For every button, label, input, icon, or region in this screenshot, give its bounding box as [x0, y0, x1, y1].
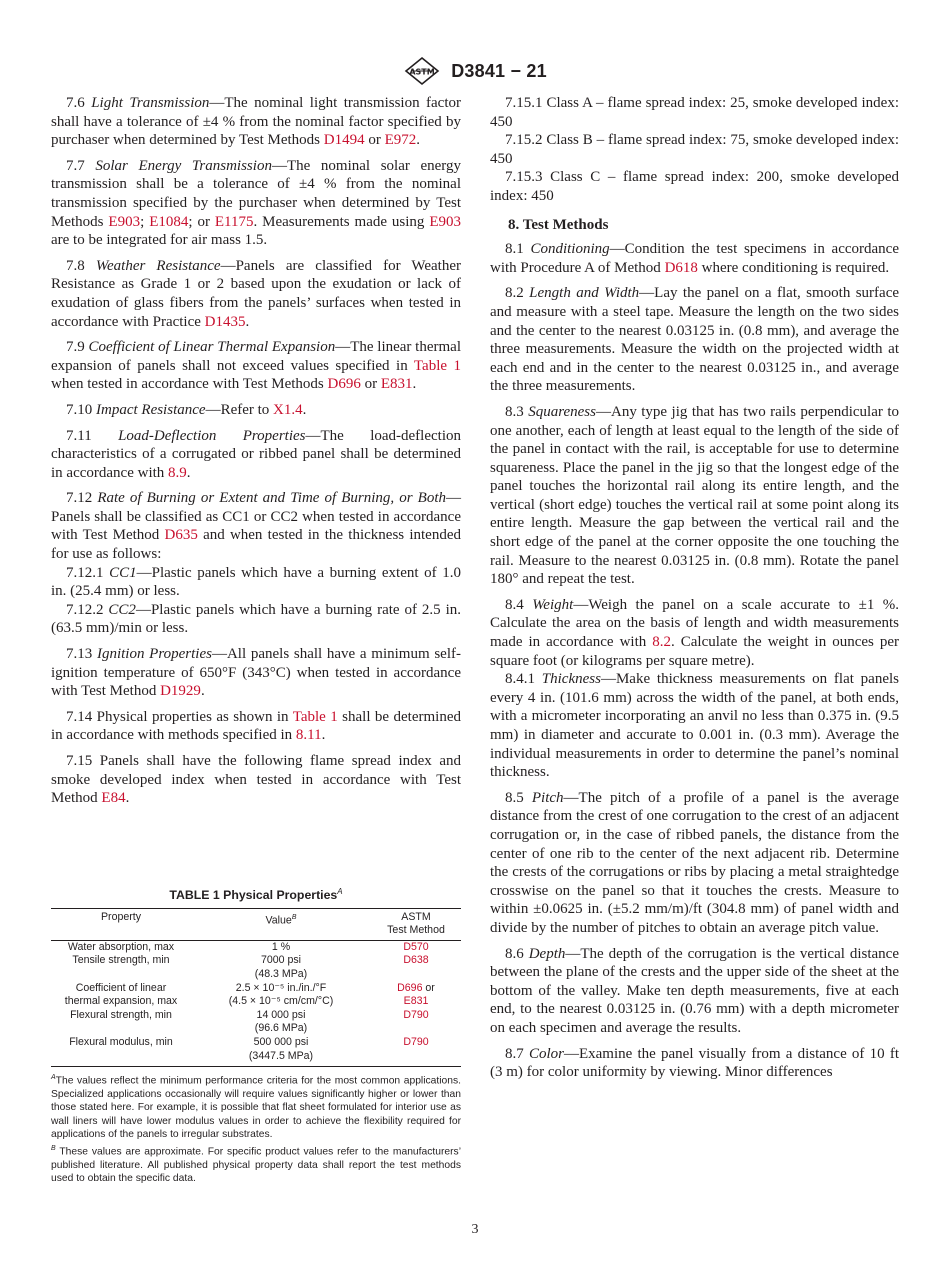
astm-logo-icon [403, 56, 441, 86]
para-7-14: 7.14 Physical properties as shown in Table 1 shall be determined in accordance with methods specified in 8.11. [51, 708, 461, 744]
physical-properties-table [51, 908, 461, 1068]
link-d696-table[interactable]: D696 [397, 981, 423, 994]
link-e903[interactable]: E903 [108, 213, 141, 230]
link-e84[interactable]: E84 [101, 790, 126, 807]
link-d790[interactable]: D790 [403, 1008, 429, 1021]
para-8-6: 8.6 Depth—The depth of the corrugation is the vertical distance between the plane of the crests and the upper side of the sheet at the bottom of the valley. Make ten depth measurements, five at each end, to the nearest 0.03125 in. (0.76 mm) with a depth micrometer on each specimen and average the results. [490, 945, 899, 1036]
link-d618[interactable]: D618 [664, 259, 698, 276]
para-8-4: 8.4 Weight—Weigh the panel on a scale accurate to ±1 %. Calculate the area on the basis of length and width measurements made in accordance with 8.2. Calculate the weight in ounces per square foot (or kilograms per square metre). [490, 596, 900, 669]
right-column [490, 94, 899, 1089]
link-d696[interactable]: D696 [327, 376, 361, 393]
link-e1175[interactable]: E1175 [214, 213, 254, 230]
para-7-8: 7.8 Weather Resistance—Panels are classified for Weather Resistance as Grade 1 or 2 based upon the exudation or lack of exudation of glass fibers from the panels’ surfaces when tested in accordance with Practice D1435. [51, 257, 462, 330]
para-7-12-2: 7.12.2 CC2—Plastic panels which have a burning rate of 2.5 in. (63.5 mm)/min or less. [51, 601, 461, 637]
table-row: Coefficient of linear thermal expansion, max 2.5 × 10⁻⁵ in./in./°F (4.5 × 10⁻⁵ cm/cm/°C) D696 or E831 [64, 981, 435, 1008]
link-e831[interactable]: E831 [380, 376, 413, 393]
link-8-9[interactable]: 8.9 [168, 464, 187, 481]
link-table-1[interactable]: Table 1 [413, 357, 461, 374]
link-table-1-b[interactable]: Table 1 [292, 708, 338, 725]
para-8-7: 8.7 Color—Examine the panel visually from a distance of 10 ft (3 m) for color uniformity by viewing. Minor differences [490, 1045, 899, 1081]
left-column [51, 94, 461, 815]
table-row: Flexural strength, min 14 000 psi (96.6 MPa) D790 [70, 1008, 429, 1035]
para-7-12-1: 7.12.1 CC1—Plastic panels which have a burning extent of 1.0 in. (25.4 mm) or less. [51, 564, 461, 600]
link-d1494[interactable]: D1494 [323, 132, 365, 149]
link-d570[interactable]: D570 [403, 940, 429, 953]
link-d1929[interactable]: D1929 [160, 683, 201, 700]
link-e831-table[interactable]: E831 [403, 995, 429, 1008]
link-8-11[interactable]: 8.11 [295, 727, 322, 744]
table-row: Water absorption, max 1 % D570 [67, 940, 429, 953]
table-caption: TABLE 1 Physical Properties$^A$ [169, 887, 343, 903]
link-e1084[interactable]: E1084 [149, 213, 189, 230]
table-row: Tensile strength, min 7000 psi (48.3 MPa) D638 [72, 954, 429, 981]
link-8-2[interactable]: 8.2 [652, 634, 671, 651]
para-7-12: 7.12 Rate of Burning or Extent and Time of Burning, or Both—Panels shall be classified as CC1 or CC2 when tested in accordance with Test Method D635 and when tested in the thickness intended for use as follows: [51, 490, 461, 563]
header-astm: ASTM Test Method [371, 908, 461, 940]
table-1 [51, 885, 461, 1185]
para-7-6: 7.6 Light Transmission—The nominal light transmission factor shall have a tolerance of ±4 % from the nominal factor specified by purchaser when determined by Test Methods D1494 or E972. [51, 95, 462, 149]
link-d1435[interactable]: D1435 [204, 313, 246, 330]
para-7-15-1: 7.15.1 Class A – flame spread index: 25, smoke developed index: 450 [490, 95, 899, 130]
para-7-10: 7.10 Impact Resistance—Refer to X1.4. [66, 401, 307, 418]
para-7-15: 7.15 Panels shall have the following flame spread index and smoke developed index when tested in accordance with Test Method E84. [51, 753, 461, 807]
para-8-4-1: 8.4.1 Thickness—Make thickness measurements on flat panels every 4 in. (101.6 mm) across the width of the panel, at both ends, with a micrometer incorporating an anvil no less than 0.375 in. (9.5 mm) in diameter and accurate to 0.001 in. (0.3 mm). Average the individual measurements in order to determine the panel’s nominal thickness. [490, 671, 900, 781]
para-8-1: 8.1 Conditioning—Condition the test specimens in accordance with Procedure A of Method D618 where conditioning is required. [490, 241, 899, 276]
link-d635[interactable]: D635 [164, 527, 198, 544]
header-property: Property [51, 908, 191, 940]
para-8-3: 8.3 Squareness—Any type jig that has two rails perpendicular to one another, each of length at least equal to the length of the side of the panel in contact with the rail, is acceptable for use to determine squareness. Place the panel in the jig so that the longest edge of the panel touches the horizontal rail along its entire length, and the vertical (short edge) touches the vertical rail at some point along its entire length. Measure the gap between the vertical rail and the short edge of the panel at the corner opposite the one touching the rail. Measure to the nearest 0.03125 in. (0.8 mm). Rotate the panel 180° and repeat the test. [490, 403, 899, 588]
para-8-5: 8.5 Pitch—The pitch of a profile of a panel is the average distance from the crest of one corrugation to the crest of an adjacent corrugation or, in the case of ribbed panels, the distance from the center of one rib to the center of the next adjacent rib. Determine the crests of the corrugations or ribs by placing a metal straightedge crosswise on the panel so that it touches the crests. Measure to within ±0.0625 in. (±5.2 mm/m)/ft (304.8 mm) of panel width and divide by the number of pitches to obtain an average pitch value. [490, 789, 899, 936]
link-x1-4[interactable]: X1.4 [273, 401, 303, 418]
link-e972[interactable]: E972 [384, 132, 417, 149]
footnote-b: $^B$ These values are approximate. For specific product values refer to the manufacturers’ published literature. All published physical property data shall report the test methods used to obtain the specific data. [51, 1144, 461, 1184]
table-row: Flexural modulus, min 500 000 psi (3447.5 MPa) D790 [51, 1036, 461, 1067]
page-header [0, 56, 950, 86]
table-footnotes [51, 1071, 461, 1185]
link-d638[interactable]: D638 [403, 954, 429, 967]
svg-text:ASTM: ASTM [409, 67, 435, 77]
section-8-heading: 8. Test Methods [508, 216, 609, 233]
para-8-2: 8.2 Length and Width—Lay the panel on a flat, smooth surface and measure with a steel tape. Measure the length on the two sides and the center to the nearest 0.03125 in. (0.8 mm), and average the three measurements. Measure the width on the projected width at each end and in the center to the nearest 0.03125 in., and average the three measurements. [490, 285, 900, 395]
para-7-13: 7.13 Ignition Properties—All panels shall have a minimum self-ignition temperature of 650°F (343°C) when tested in accordance with Test Method D1929. [51, 646, 461, 700]
page-number: 3 [471, 1222, 479, 1237]
para-7-7: 7.7 Solar Energy Transmission—The nominal solar energy transmission shall be a tolerance of ±4 % from the nominal transmission specified by the purchaser when determined by Test Methods E903; E1084; or E1175. Measurements made using E903 are to be integrated for air mass 1.5. [51, 157, 462, 249]
para-7-9: 7.9 Coefficient of Linear Thermal Expansion—The linear thermal expansion of panels shall not exceed values specified in Table 1 when tested in accordance with Test Methods D696 or E831. [51, 339, 461, 393]
para-7-11: 7.11 Load-Deflection Properties—The load-deflection characteristics of a corrugated or ribbed panel shall be determined in accordance with 8.9. [51, 427, 461, 481]
document-designation: D3841 − 21 [451, 60, 547, 81]
footnote-a: $^A$The values reflect the minimum performance criteria for the most common applications. Specialized applications occasionally will require values significantly higher or lower than those stated here. For example, it is possible that flat sheet formulated for interior use as wall liners will have lower modulus values in order to achieve the flexibility required for applications of the panels to irregular substrates. [51, 1074, 461, 1141]
link-d790-b[interactable]: D790 [403, 1036, 429, 1049]
para-7-15-2: 7.15.2 Class B – flame spread index: 75, smoke developed index: 450 [490, 132, 899, 167]
header-value: Value$^B$ [191, 908, 371, 940]
para-7-15-3: 7.15.3 Class C – flame spread index: 200, smoke developed index: 450 [490, 169, 899, 204]
link-e903-2[interactable]: E903 [429, 213, 462, 230]
